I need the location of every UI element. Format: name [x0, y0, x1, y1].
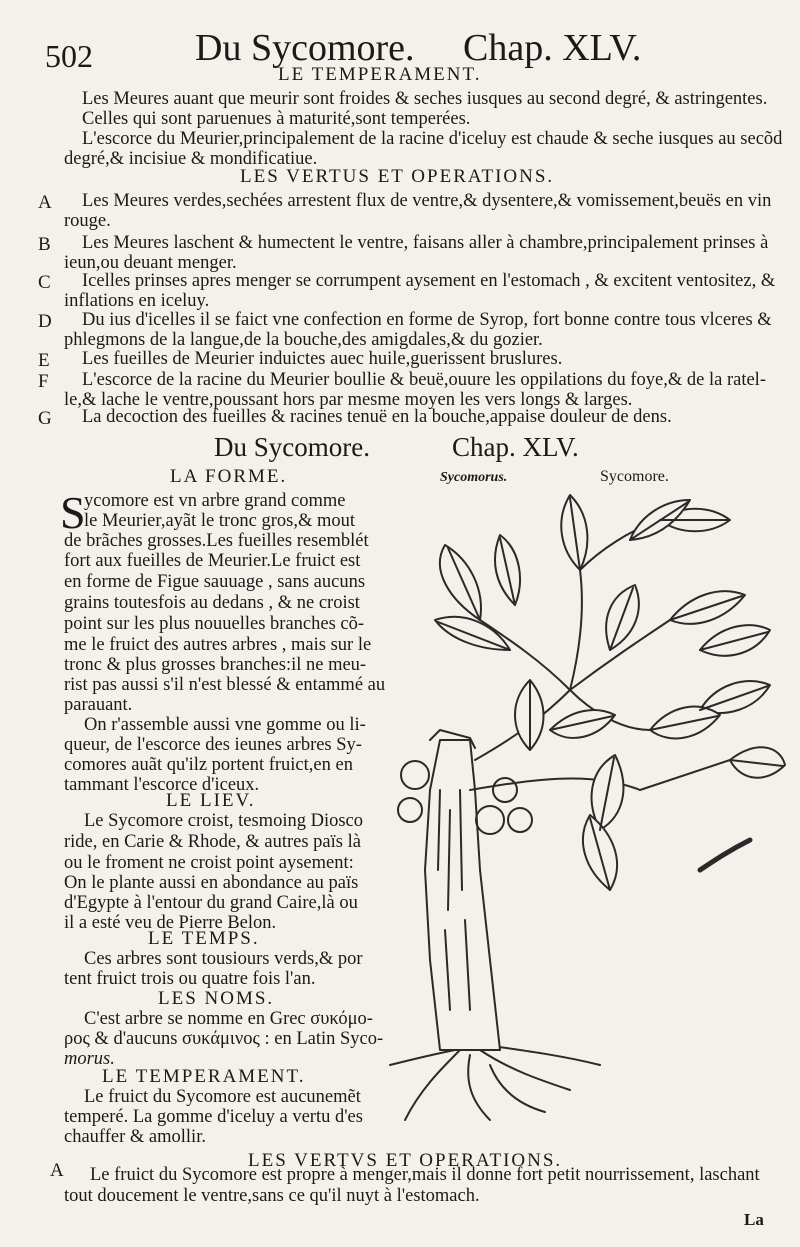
virtue-marker-e: E	[38, 350, 50, 371]
text-line: ou le froment ne croist point aysement:	[64, 853, 354, 873]
text-line: chauffer & amollir.	[64, 1127, 206, 1147]
running-head	[45, 22, 760, 74]
french-caption: Sycomore.	[600, 468, 669, 485]
text-line: C'est arbre se nomme en Grec συκόμο-	[84, 1009, 373, 1029]
text-line: tammant l'escorce d'iceux.	[64, 775, 260, 795]
text-line: tent fruict trois ou quatre fois l'an.	[64, 969, 316, 989]
text-line: On r'assemble aussi vne gomme ou li-	[84, 715, 366, 735]
virtue-marker-a: A	[50, 1160, 64, 1181]
text-line: tronc & plus grosses branches:il ne meu-	[64, 655, 367, 675]
drop-capital: S	[60, 487, 86, 538]
text-line: comores auãt qu'ilz portent fruict,en en	[64, 755, 353, 775]
text-line: La decoction des fueilles & racines tenuë en la bouche,appaise douleur de dens.	[82, 407, 672, 427]
text-line: phlegmons de la langue,de la bouche,des amigdales,& du gozier.	[64, 330, 543, 350]
text-line: Les fueilles de Meurier induictes auec huile,guerissent bruslures.	[82, 349, 563, 369]
text-line: point sur les plus nouuelles branches cõ-	[64, 614, 365, 634]
text-line: Le fruict du Sycomore est aucunemẽt	[84, 1087, 361, 1107]
running-chapter: Chap. XLV.	[463, 27, 642, 69]
sycamore-tree-woodcut-icon	[370, 490, 790, 1130]
lieu-heading: LE LIEV.	[166, 790, 256, 811]
text-line: On le plante aussi en abondance au païs	[64, 873, 359, 893]
text-line: temperé. La gomme d'iceluy a vertu d'es	[64, 1107, 363, 1127]
text-line: Le Sycomore croist, tesmoing Diosco	[84, 811, 363, 831]
page-number: 502	[45, 38, 93, 74]
text-line: parauant.	[64, 695, 133, 715]
noms-heading: LES NOMS.	[158, 988, 275, 1009]
latin-caption: Sycomorus.	[440, 470, 508, 485]
sycamore-virtues-heading: LES VERTVS ET OPERATIONS.	[248, 1150, 563, 1171]
virtue-marker-b: B	[38, 234, 51, 255]
text-line: grains toutesfois au dedans , & ne croist	[64, 593, 360, 613]
virtue-marker-c: C	[38, 272, 51, 293]
text-line: L'escorce du Meurier,principalement de la racine d'iceluy est chaude & seche iusques au secõd	[82, 129, 783, 149]
section-chapter: Chap. XLV.	[452, 432, 579, 462]
text-line: rist pas aussi s'il n'est blessé & entammé au	[64, 675, 386, 695]
virtue-marker-g: G	[38, 408, 52, 429]
virtue-marker-a: A	[38, 192, 52, 213]
text-line: queur, de l'escorce des ieunes arbres Sy-	[64, 735, 362, 755]
text-line: ieun,ou deuant menger.	[64, 253, 237, 273]
text-line: le,& lache le ventre,poussant hors par mesme moyen les vers longs & larges.	[64, 390, 633, 410]
text-line: le Meurier,ayãt le tronc gros,& mout	[84, 511, 356, 531]
running-title: Du Sycomore.	[195, 27, 415, 69]
text-line: Les Meures laschent & humectent le ventre, faisans aller à chambre,principalement prinses à	[82, 233, 769, 253]
mulberry-temperament-heading: LE TEMPERAMENT.	[278, 64, 482, 85]
text-line: Celles qui sont paruenues à maturité,sont temperées.	[82, 109, 471, 129]
text-line: ride, en Carie & Rhode, & autres païs là	[64, 832, 361, 852]
section-title: Du Sycomore.	[214, 432, 370, 462]
text-line: Les Meures verdes,sechées arrestent flux de ventre,& dysentere,& vomissement,beuës en vin	[82, 191, 772, 211]
text-line: Ces arbres sont tousiours verds,& por	[84, 949, 363, 969]
virtue-marker-d: D	[38, 311, 52, 332]
mulberry-virtues-heading: LES VERTUS ET OPERATIONS.	[240, 166, 555, 187]
text-line: tout doucement le ventre,sans ce qu'il nuyt à l'estomach.	[64, 1186, 480, 1206]
forme-heading: LA FORME.	[170, 466, 288, 487]
text-line: Icelles prinses apres menger se corrumpent aysement en l'estomach , & excitent ventositez, &	[82, 271, 776, 291]
text-line: L'escorce de la racine du Meurier boullie & beuë,ouure les oppilations du foye,& de la ratel-	[82, 370, 766, 390]
text-line: degré,& incisiue & mondificatiue.	[64, 149, 318, 169]
text-line: Le fruict du Sycomore est propre à menger,mais il donne fort petit nourrissement, laschant	[90, 1165, 760, 1185]
text-line: ρος & d'aucuns συκάμινος : en Latin Syco-	[64, 1029, 384, 1049]
text-line: Du ius d'icelles il se faict vne confection en forme de Syrop, fort bonne contre tous vlceres &	[82, 310, 772, 330]
text-line: ycomore est vn arbre grand comme	[84, 491, 346, 511]
text-line: me le fruict des autres arbres , mais sur le	[64, 635, 372, 655]
text-line: de brãches grosses.Les fueilles resemblét	[64, 531, 369, 551]
text-line: rouge.	[64, 211, 111, 231]
text-line: Les Meures auant que meurir sont froides & seches iusques au second degré, & astringentes.	[82, 89, 768, 109]
temps-heading: LE TEMPS.	[148, 928, 260, 949]
text-line: d'Egypte à l'entour du grand Caire,là ou	[64, 893, 358, 913]
catchword: La	[744, 1210, 764, 1229]
virtue-marker-f: F	[38, 371, 49, 392]
sycamore-temperament-heading: LE TEMPERAMENT.	[102, 1066, 306, 1087]
text-line: morus.	[64, 1049, 115, 1069]
text-line: en forme de Figue sauuage , sans aucuns	[64, 572, 366, 592]
text-line: inflations en iceluy.	[64, 291, 210, 311]
text-line: fort aux fueilles de Meurier.Le fruict est	[64, 551, 361, 571]
text-line: il a esté veu de Pierre Belon.	[64, 913, 277, 933]
